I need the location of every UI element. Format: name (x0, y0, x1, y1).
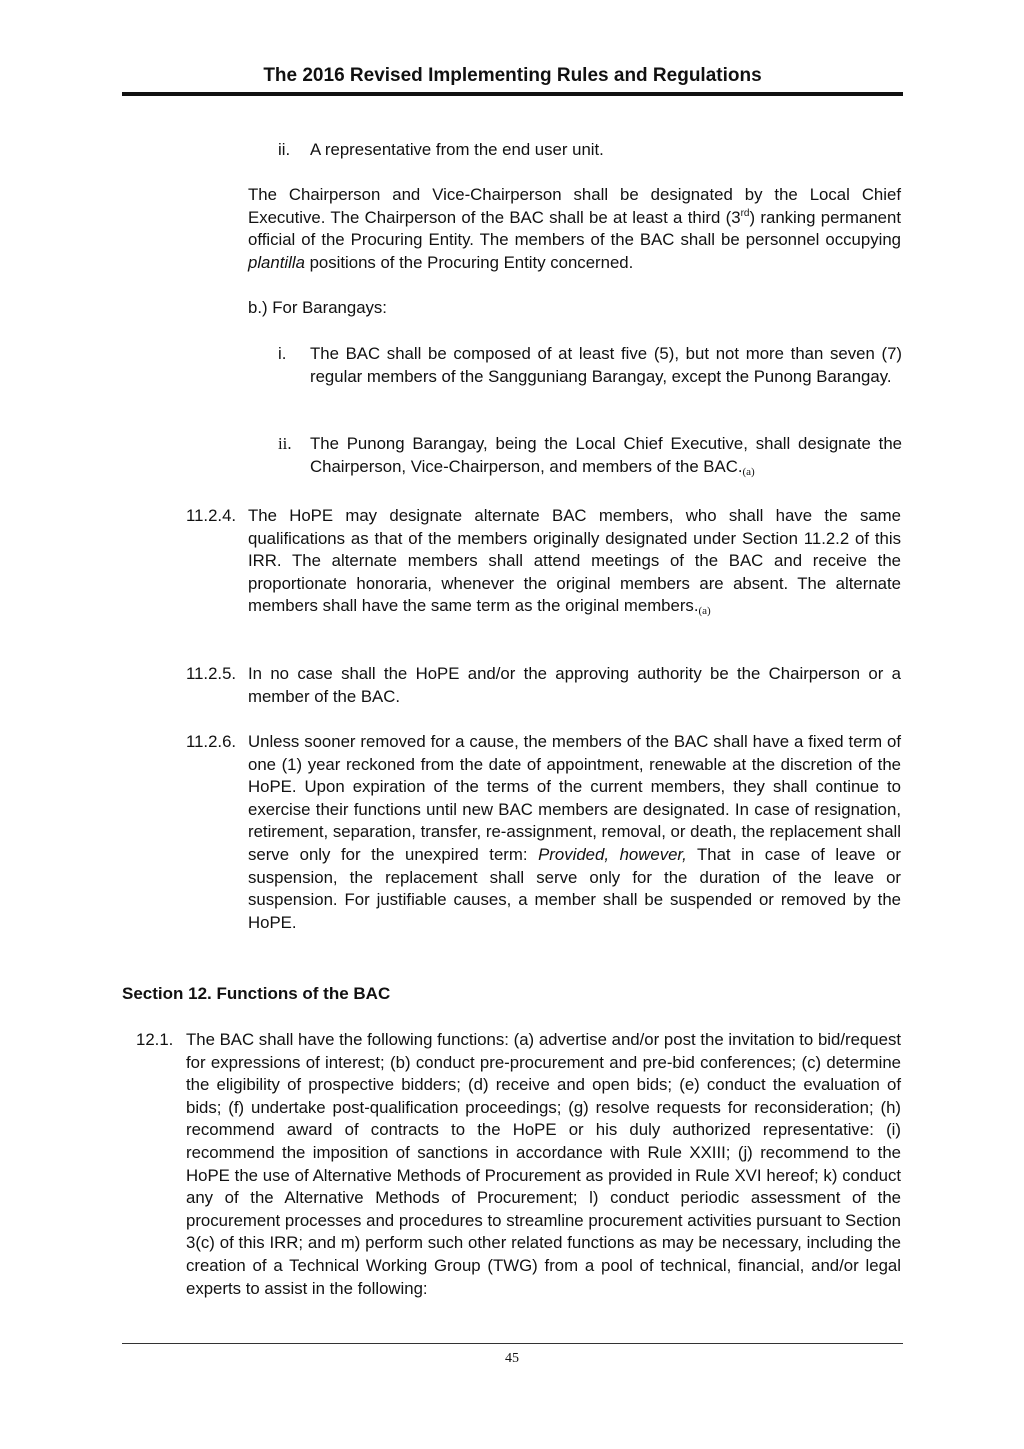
chairperson-paragraph (248, 184, 901, 274)
proviso-italic: Provided, however, (538, 844, 687, 864)
section-text: The HoPE may designate alternate BAC members, who shall have the same qualifications as that of the members originally designated under Section 11.2.2 of this IRR. The alternate members shall attend meetings of the BAC and receive the proportionate honoraria, whenever the original members are absent. The alternate members shall have the same term as the original members. (248, 506, 901, 616)
list-item-label: ii. (278, 434, 292, 453)
section-11-2-5 (186, 663, 901, 708)
section-text: The BAC shall have the following functions: (a) advertise and/or post the invitation to bid/request for expressions of interest; (b) conduct pre-procurement and pre-bid conferences; (c) determine the eligibility of prospective bidders; (d) receive and open bids; (e) conduct the evaluation of bids; (f) undertake post-qualification proceedings; (g) resolve requests for reconsideration; (h) recommend award of contracts to the HoPE or his duly authorized representative: (i) recommend the imposition of sanctions in accordance with Rule XXIII; (j) recommend to the HoPE the use of Alternative Methods of Procurement as provided in Rule XVI hereof; k) conduct any of the Alternative Methods of Procurement; l) conduct periodic assessment of the procurement processes and procedures to streamline procurement activities pursuant to Section 3(c) of this IRR; and m) perform such other related functions as may be necessary, including the creation of a Technical Working Group (TWG) from a pool of technical, financial, and/or legal experts to assist in the following: (186, 1030, 901, 1298)
page-number: 45 (505, 1351, 519, 1366)
list-item-text: The Punong Barangay, being the Local Chief Executive, shall designate the Chairperson, Vice-Chairperson, and members of the BAC. (310, 434, 902, 476)
barangay-item-1 (278, 343, 902, 388)
list-item-text: The BAC shall be composed of at least five (5), but not more than seven (7) regular members of the Sangguniang Barangay, except the Punong Barangay. (310, 344, 902, 386)
section-12-1 (136, 1029, 901, 1300)
chair-text-1: The Chairperson and Vice-Chairperson shall be designated by the Local Chief Executive. The Chairperson of the BAC shall be at least a third (3 (248, 185, 901, 227)
list-item-text: A representative from the end user unit. (310, 140, 604, 159)
ordinal-superscript: rd (740, 207, 750, 219)
chair-text-2: ) ranking permanent official of the Procuring Entity. The members of the BAC shall be personnel occupying (248, 207, 901, 250)
chair-text-3: positions of the Procuring Entity concerned. (304, 252, 634, 272)
section-number: 11.2.6. (186, 732, 237, 751)
page-header (122, 64, 903, 94)
amendment-mark: (a) (698, 605, 711, 618)
section-11-2-4 (186, 505, 901, 623)
document-title: The 2016 Revised Implementing Rules and Regulations (263, 65, 762, 86)
section-text-2: That in case of leave or suspension, the replacement shall serve only for the duration of the leave or suspension. For justifiable causes, a member shall be suspended or removed by the HoPE. (248, 844, 902, 932)
section-12-heading: Section 12. Functions of the BAC (122, 984, 391, 1003)
section-number: 11.2.4. (186, 506, 237, 525)
section-number: 11.2.5. (186, 664, 237, 683)
list-item-label: ii. (278, 140, 291, 159)
footer-rule (122, 1343, 903, 1344)
header-rule (122, 92, 903, 96)
section-text: In no case shall the HoPE and/or the approving authority be the Chairperson or a member of the BAC. (248, 664, 901, 706)
amendment-mark: (a) (742, 465, 755, 478)
plantilla-italic: plantilla (248, 252, 305, 272)
section-11-2-6 (186, 731, 902, 934)
section-number: 12.1. (136, 1030, 174, 1049)
list-item-end-user (278, 139, 902, 162)
barangays-heading: b.) For Barangays: (248, 298, 387, 317)
section-text-1: Unless sooner removed for a cause, the members of the BAC shall have a fixed term of one (1) year reckoned from the date of appointment, renewable at the discretion of the HoPE. Upon expiration of the terms of the current members, they shall continue to exercise their functions until new BAC members are designated. In case of resignation, retirement, separation, transfer, re-assignment, removal, or death, the replacement shall serve only for the unexpired term: (248, 732, 901, 864)
barangay-item-2 (278, 433, 902, 483)
list-item-label: i. (278, 344, 287, 363)
